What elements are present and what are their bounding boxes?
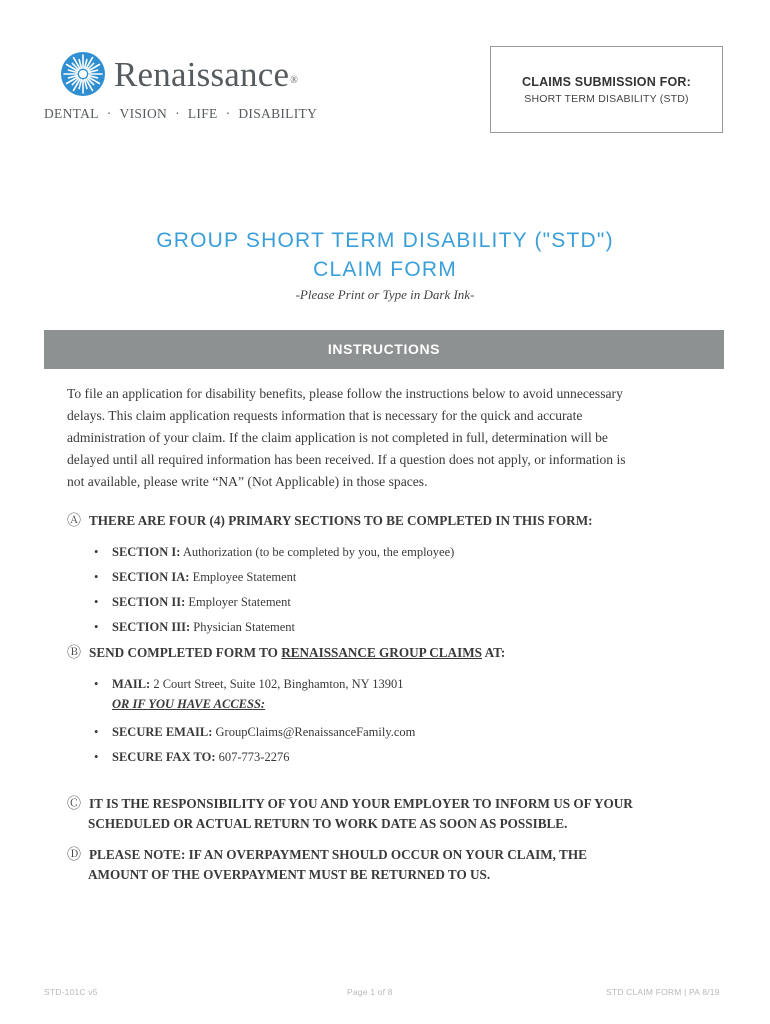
item-b-heading: [67, 643, 505, 663]
item-c-heading: [67, 794, 633, 834]
lob-separator: ·: [175, 106, 180, 121]
list-item: • SECTION IA: Employee Statement: [94, 570, 297, 584]
intro-line: not available, please write “NA” (Not Applicable) in those spaces.: [67, 474, 428, 489]
intro-line: To file an application for disability benefits, please follow the instructions below to avoid unnecessary: [67, 386, 623, 401]
form-title-line1: GROUP SHORT TERM DISABILITY ("STD"): [156, 229, 614, 252]
lines-of-business: [44, 106, 317, 122]
item-d-heading: [67, 845, 587, 885]
bullet-text: Employer Statement: [185, 595, 291, 609]
form-subtitle: -Please Print or Type in Dark Ink-: [295, 287, 475, 302]
email-value: GroupClaims@RenaissanceFamily.com: [212, 725, 416, 739]
list-item: • SECTION II: Employer Statement: [94, 595, 291, 609]
mail-value: 2 Court Street, Suite 102, Binghamton, NY 13901: [150, 677, 404, 691]
lob-separator: ·: [225, 106, 231, 121]
item-c-line2: SCHEDULED OR ACTUAL RETURN TO WORK DATE AS SOON AS POSSIBLE.: [88, 816, 568, 831]
claims-submission-box: [490, 46, 723, 133]
mail-label: MAIL:: [112, 677, 151, 691]
claims-box-title: CLAIMS SUBMISSION FOR:: [522, 75, 691, 89]
secure-email: • SECURE EMAIL: GroupClaims@RenaissanceFamily.com: [94, 725, 416, 739]
item-c-letter: Ⓒ: [67, 796, 81, 812]
item-d-letter: Ⓓ: [67, 847, 81, 863]
intro-line: administration of your claim. If the claim application is not completed in full, determination will be: [67, 430, 608, 445]
lob-disability: DISABILITY: [238, 106, 318, 121]
bullet-label: SECTION II:: [112, 595, 186, 609]
bullet-text: Authorization (to be completed by you, the employee): [180, 545, 455, 559]
instructions-intro: [67, 383, 707, 493]
fax-value: 607-773-2276: [215, 750, 290, 764]
item-d-line2: AMOUNT OF THE OVERPAYMENT MUST BE RETURNED TO US.: [88, 867, 491, 882]
form-title-line2: CLAIM FORM: [313, 258, 457, 281]
registered-mark: ®: [290, 75, 298, 86]
item-d-line1: PLEASE NOTE: IF AN OVERPAYMENT SHOULD OCCUR ON YOUR CLAIM, THE: [89, 847, 587, 862]
intro-line: delays. This claim application requests information that is necessary for the quick and accurate: [67, 408, 583, 423]
starburst-logo-icon: [60, 51, 106, 97]
fax-label: SECURE FAX TO:: [112, 750, 216, 764]
list-item: • SECTION I: Authorization (to be completed by you, the employee): [94, 545, 455, 559]
secure-fax: • SECURE FAX TO: 607-773-2276: [94, 750, 290, 764]
or-if-you-have-access: OR IF YOU HAVE ACCESS:: [112, 697, 266, 711]
footer-form-name: STD CLAIM FORM | PA 8/19: [606, 987, 720, 997]
item-a-heading: [67, 511, 593, 531]
lob-separator: ·: [106, 106, 112, 121]
item-a-letter: Ⓐ: [67, 513, 81, 529]
claims-box-subtitle: SHORT TERM DISABILITY (STD): [524, 93, 689, 105]
footer-page-number: Page 1 of 8: [347, 987, 393, 997]
renaissance-group-claims: RENAISSANCE GROUP CLAIMS: [281, 645, 482, 660]
item-b-letter: Ⓑ: [67, 645, 81, 661]
item-b-text: SEND COMPLETED FORM TO: [89, 645, 282, 660]
logo-wordmark: Renaissance: [114, 54, 290, 94]
email-label: SECURE EMAIL:: [112, 725, 213, 739]
lob-life: LIFE: [187, 106, 218, 121]
bullet-text: Employee Statement: [189, 570, 297, 584]
mail-address: • MAIL: 2 Court Street, Suite 102, Binghamton, NY 13901: [94, 677, 404, 691]
instructions-heading: INSTRUCTIONS: [44, 330, 724, 369]
form-title: [0, 226, 770, 284]
intro-line: delayed until all required information has been received. If a question does not apply, or information is: [67, 452, 626, 467]
company-logo: [60, 50, 298, 98]
bullet-label: SECTION IA:: [112, 570, 190, 584]
bullet-label: SECTION III:: [112, 620, 191, 634]
lob-dental: DENTAL: [44, 106, 99, 121]
footer-form-code: STD-101C v5: [44, 987, 98, 997]
bullet-label: SECTION I:: [112, 545, 181, 559]
lob-vision: VISION: [119, 106, 168, 121]
item-a-text: THERE ARE FOUR (4) PRIMARY SECTIONS TO BE COMPLETED IN THIS FORM:: [89, 513, 593, 528]
list-item: • SECTION III: Physician Statement: [94, 620, 296, 634]
item-b-text-after: AT:: [482, 645, 506, 660]
item-c-line1: IT IS THE RESPONSIBILITY OF YOU AND YOUR EMPLOYER TO INFORM US OF YOUR: [89, 796, 633, 811]
bullet-text: Physician Statement: [190, 620, 296, 634]
